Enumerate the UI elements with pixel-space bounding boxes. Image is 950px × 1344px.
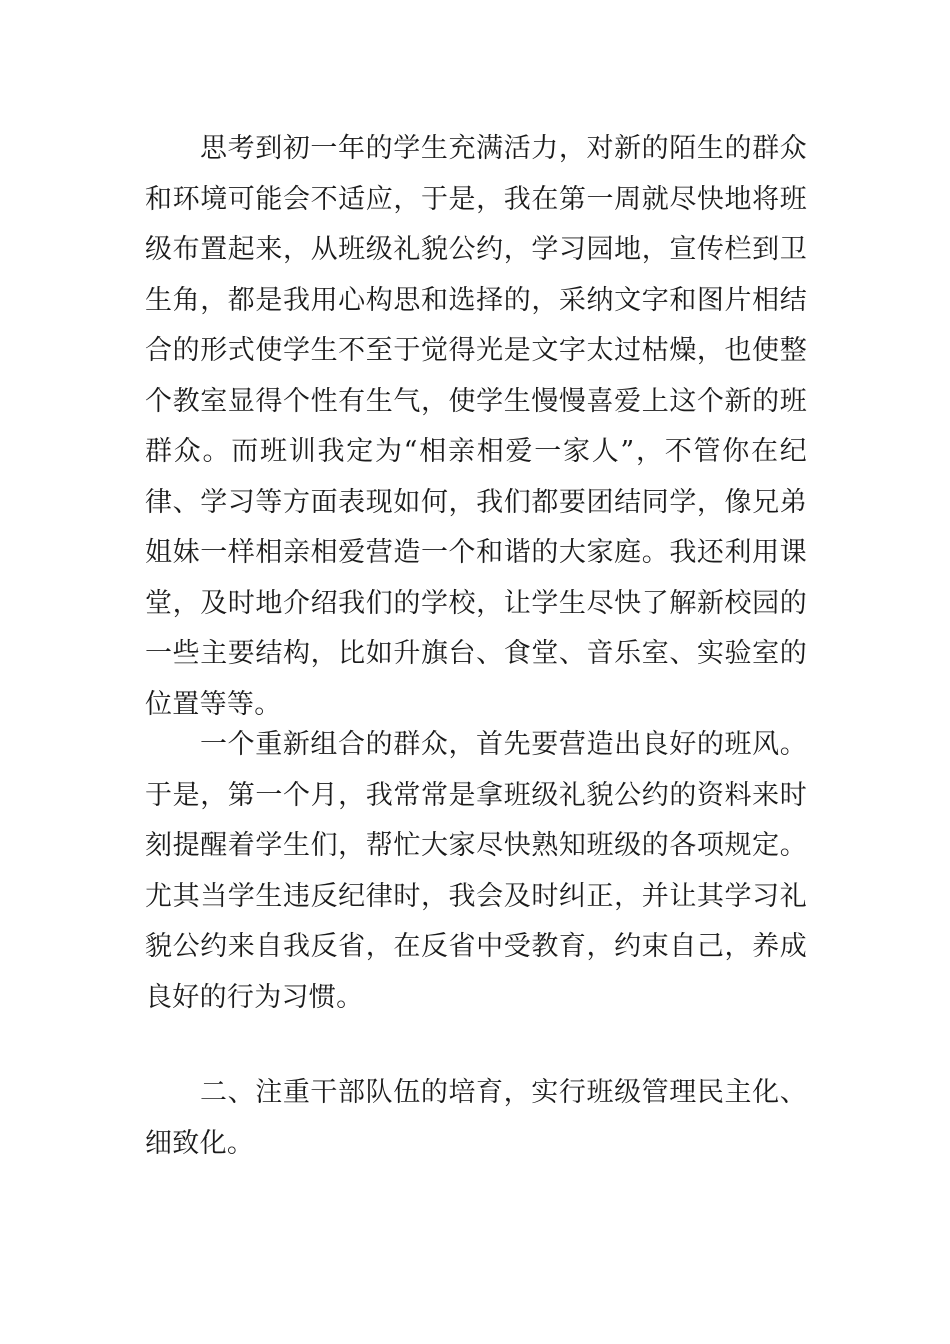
paragraph-class-setup: 思考到初一年的学生充满活力，对新的陌生的群众和环境可能会不适应，于是，我在第一周就尽快地将班级布置起来，从班级礼貌公约，学习园地，宣传栏到卫生角，都是我用心构思和选择的，采纳文字和图片相结合的形式使学生不至于觉得光是文字太过枯燥，也使整个教室显得个性有生气，使学生慢慢喜爱上这个新的班群众。而班训我定为“相亲相爱一家人”，不管你在纪律、学习等方面表现如何，我们都要团结同学，像兄弟姐妹一样相亲相爱营造一个和谐的大家庭。我还利用课堂，及时地介绍我们的学校，让学生尽快了解新校园的一些主要结构，比如升旗台、食堂、音乐室、实验室的位置等等。 [145, 133, 807, 720]
paragraph-class-discipline: 一个重新组合的群众，首先要营造出良好的班风。于是，第一个月，我常常是拿班级礼貌公约的资料来时刻提醒着学生们，帮忙大家尽快熟知班级的各项规定。尤其当学生违反纪律时，我会及时纠正，并让其学习礼貌公约来自我反省，在反省中受教育，约束自己，养成良好的行为习惯。 [145, 729, 807, 1013]
paragraph-section-heading: 二、注重干部队伍的培育，实行班级管理民主化、细致化。 [145, 1077, 807, 1159]
